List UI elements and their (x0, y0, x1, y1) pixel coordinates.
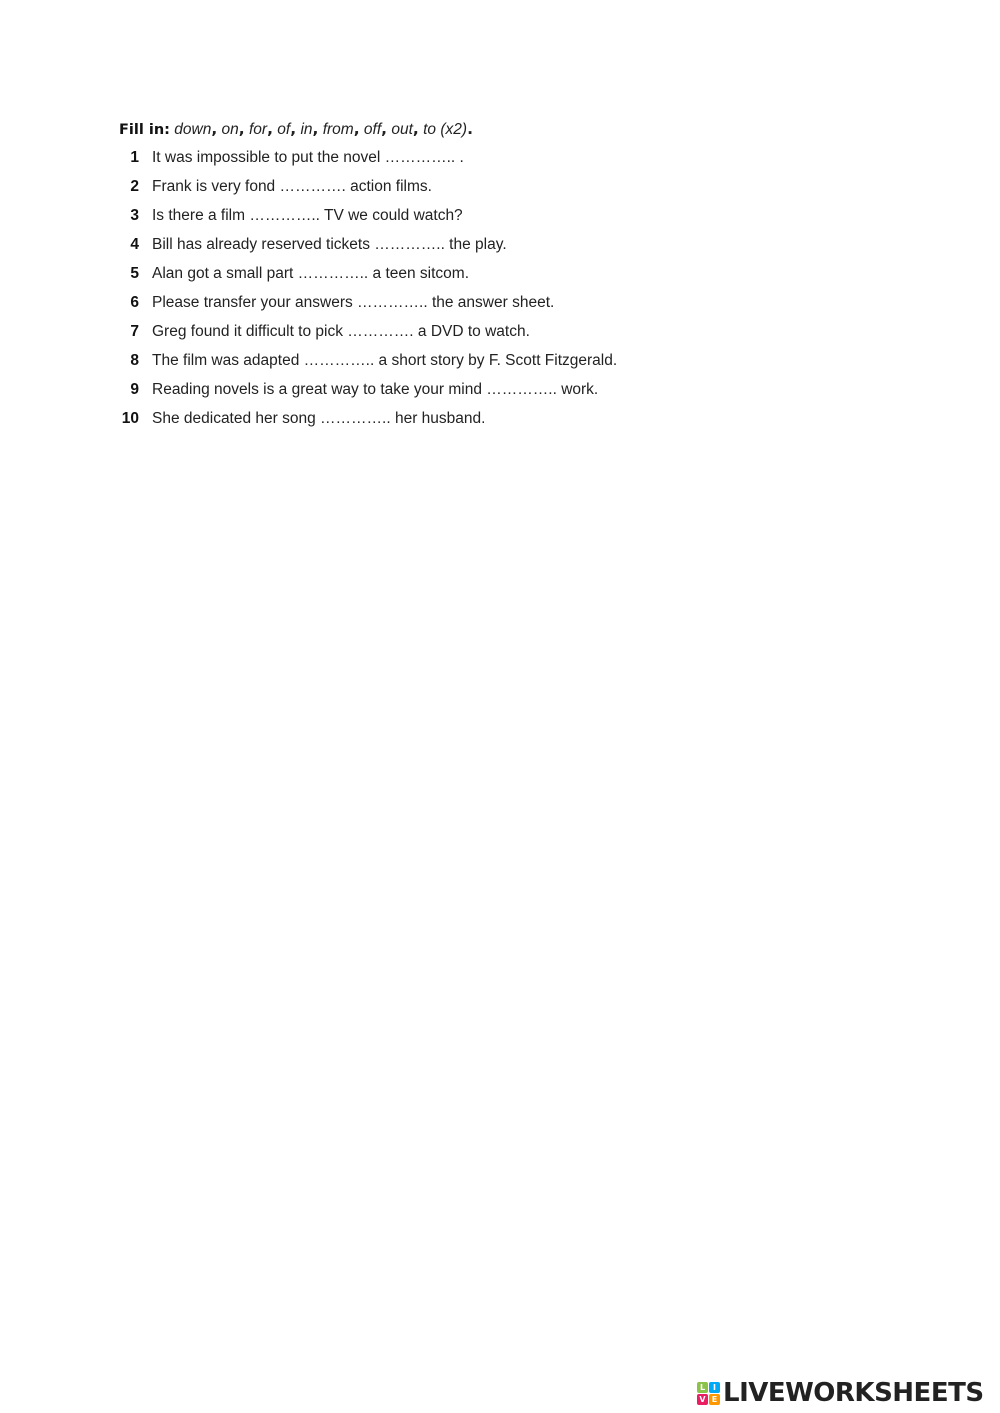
exercise-item (112, 206, 617, 235)
liveworksheets-logo (697, 1379, 984, 1407)
word-separator: , (312, 120, 319, 138)
item-sentence: Please transfer your answers ………….. the answer sheet. (152, 294, 555, 311)
word-bank-item: from (322, 121, 354, 138)
instruction-label: Fill in: (119, 122, 170, 138)
item-sentence: Is there a film ………….. TV we could watch? (152, 207, 463, 224)
word-bank-item: for (249, 121, 268, 138)
word-bank-item: on (221, 121, 239, 138)
word-bank-item: of (277, 121, 291, 138)
word-separator: , (267, 120, 273, 138)
word-bank-item: off (363, 121, 382, 138)
item-sentence: The film was adapted ………….. a short story by F. Scott Fitzgerald. (152, 352, 618, 369)
item-sentence: Reading novels is a great way to take your mind ………….. work. (152, 381, 599, 398)
item-number: 1 (130, 149, 139, 166)
logo-mark-icon (697, 1382, 720, 1405)
instruction-end-mark: . (467, 120, 473, 138)
item-number: 8 (130, 352, 139, 369)
item-sentence: Frank is very fond …………. action films. (152, 178, 432, 195)
exercise-item (112, 264, 617, 293)
logo-mark-tile: I (709, 1382, 720, 1393)
exercise-item (112, 235, 617, 264)
exercise-item (112, 409, 617, 438)
exercise-list (112, 148, 617, 438)
word-separator: , (211, 120, 218, 138)
item-number: 5 (130, 265, 139, 282)
instruction-line (119, 119, 473, 140)
exercise-item (112, 322, 617, 351)
item-number: 4 (130, 236, 139, 253)
word-separator: , (353, 120, 360, 138)
item-sentence: She dedicated her song ………….. her husband. (152, 410, 486, 427)
item-number: 9 (130, 381, 139, 398)
item-number: 2 (130, 178, 139, 195)
item-sentence: Greg found it difficult to pick …………. a DVD to watch. (152, 323, 530, 340)
word-separator: , (412, 120, 419, 138)
item-number: 6 (130, 294, 139, 311)
word-separator: , (381, 120, 388, 138)
exercise-item (112, 380, 617, 409)
logo-mark-tile: V (697, 1394, 708, 1405)
logo-mark-tile: L (697, 1382, 708, 1393)
word-separator: , (290, 120, 297, 138)
item-number: 7 (130, 323, 139, 340)
exercise-item (112, 177, 617, 206)
logo-mark-tile: E (709, 1394, 720, 1405)
word-bank-item: out (391, 121, 413, 138)
exercise-item (112, 293, 617, 322)
logo-text: LIVEWORKSHEETS (723, 1378, 984, 1408)
item-sentence: Bill has already reserved tickets ………….. the play. (152, 236, 507, 253)
exercise-item (112, 148, 617, 177)
item-number: 3 (130, 207, 139, 224)
item-sentence: Alan got a small part ………….. a teen sitcom. (152, 265, 470, 282)
word-bank (174, 121, 473, 138)
word-separator: , (238, 120, 245, 138)
item-sentence: It was impossible to put the novel ………….. . (152, 149, 464, 166)
word-bank-item: to (x2) (423, 121, 468, 138)
word-bank-item: in (300, 121, 313, 138)
item-number: 10 (121, 410, 139, 427)
word-bank-item: down (174, 121, 212, 138)
exercise-item (112, 351, 617, 380)
